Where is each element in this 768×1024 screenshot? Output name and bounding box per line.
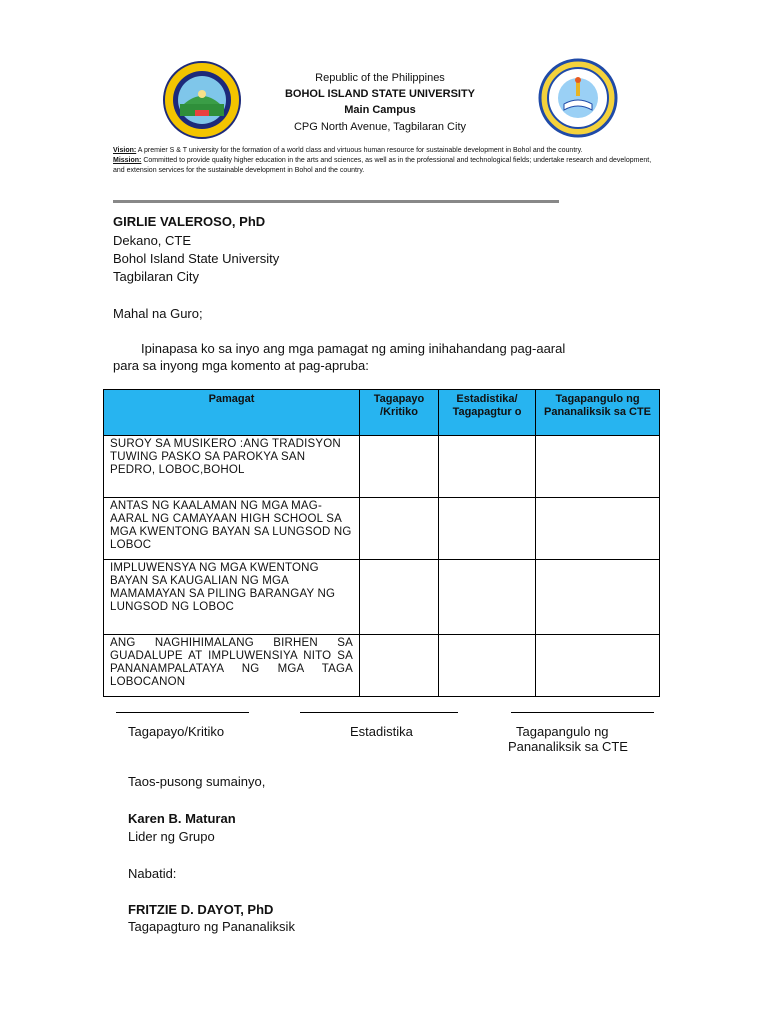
header-campus: Main Campus bbox=[344, 104, 416, 116]
header-divider bbox=[113, 200, 559, 203]
signature-line-adviser bbox=[116, 712, 249, 714]
addressee-name: GIRLIE VALEROSO, PhD bbox=[113, 214, 266, 229]
sender-name: Karen B. Maturan bbox=[128, 811, 236, 826]
addressee-city: Tagbilaran City bbox=[113, 269, 199, 284]
signature-label-adviser: Tagapayo/Kritiko bbox=[128, 724, 225, 739]
header-estadistika: Estadistika/ Tagapagtur o bbox=[439, 390, 536, 436]
titles-table bbox=[103, 389, 660, 697]
signature-line-chair bbox=[511, 712, 654, 714]
vision-label: Vision: bbox=[113, 147, 137, 154]
signature-line-statistician bbox=[300, 712, 458, 714]
body-line-1: Ipinapasa ko sa inyo ang mga pamagat ng aming inihahandang pag-aaral bbox=[141, 341, 566, 356]
header-address: CPG North Avenue, Tagbilaran City bbox=[293, 121, 467, 133]
empty-cell bbox=[536, 635, 660, 697]
empty-cell bbox=[360, 635, 439, 697]
empty-cell bbox=[439, 635, 536, 697]
adviser-role: Tagapagturo ng Pananaliksik bbox=[128, 919, 295, 934]
signature-label-statistician: Estadistika bbox=[350, 724, 413, 739]
empty-cell bbox=[360, 436, 439, 498]
empty-cell bbox=[360, 498, 439, 560]
sender-role: Lider ng Grupo bbox=[128, 829, 215, 844]
empty-cell bbox=[536, 498, 660, 560]
table-row bbox=[104, 436, 660, 498]
noted-label: Nabatid: bbox=[128, 866, 177, 881]
closing: Taos-pusong sumainyo, bbox=[128, 774, 266, 789]
signature-label-chair-1: Tagapangulo ng bbox=[516, 724, 609, 739]
addressee-org: Bohol Island State University bbox=[113, 251, 280, 266]
letterhead bbox=[230, 70, 530, 135]
empty-cell bbox=[360, 560, 439, 635]
title-cell: ANTAS NG KAALAMAN NG MGA MAG-AARAL NG CAMAYAAN HIGH SCHOOL SA MGA KWENTONG BAYAN SA LUNGSOD NG LOBOC bbox=[104, 498, 360, 560]
signature-label-chair-2: Pananaliksik sa CTE bbox=[508, 739, 628, 754]
title-cell: ANG NAGHIHIMALANG BIRHEN SA GUADALUPE AT IMPLUWENSIYA NITO SA PANANAMPALATAYA NG MGA TAGA LOBOCANON bbox=[104, 635, 360, 697]
table-row bbox=[104, 635, 660, 697]
empty-cell bbox=[439, 498, 536, 560]
mission-statement bbox=[113, 156, 658, 176]
vision-text: A premier S & T university for the formation of a world class and virtuous human resource for sustainable development in Bohol and the country. bbox=[137, 147, 583, 154]
vision-mission-block bbox=[113, 146, 658, 176]
header-tagapayo: Tagapayo /Kritiko bbox=[360, 390, 439, 436]
table-row bbox=[104, 560, 660, 635]
empty-cell bbox=[536, 560, 660, 635]
empty-cell bbox=[439, 436, 536, 498]
salutation: Mahal na Guro; bbox=[113, 306, 203, 321]
empty-cell bbox=[439, 560, 536, 635]
header-republic: Republic of the Philippines bbox=[315, 72, 445, 84]
vision-statement bbox=[113, 146, 658, 156]
title-cell: SUROY SA MUSIKERO :ANG TRADISYON TUWING PASKO SA PAROKYA SAN PEDRO, LOBOC,BOHOL bbox=[104, 436, 360, 498]
mission-text: Committed to provide quality higher education in the arts and sciences, as well as in the professional and technological fields; undertake research and development, and extension services for the sustainable development in Bohol and the country. bbox=[113, 157, 652, 174]
table-row bbox=[104, 498, 660, 560]
table-header-row bbox=[104, 390, 660, 436]
adviser-name: FRITZIE D. DAYOT, PhD bbox=[128, 902, 274, 917]
addressee-title: Dekano, CTE bbox=[113, 233, 192, 248]
header-tagapangulo: Tagapangulo ng Pananaliksik sa CTE bbox=[536, 390, 660, 436]
empty-cell bbox=[536, 436, 660, 498]
mission-label: Mission: bbox=[113, 157, 142, 164]
header-university: BOHOL ISLAND STATE UNIVERSITY bbox=[284, 88, 476, 100]
body-line-2: para sa inyong mga komento at pag-apruba: bbox=[113, 358, 369, 373]
title-cell: IMPLUWENSYA NG MGA KWENTONG BAYAN SA KAUGALIAN NG MGA MAMAMAYAN SA PILING BARANGAY NG LUNGSOD NG LOBOC bbox=[104, 560, 360, 635]
header-pamagat: Pamagat bbox=[104, 390, 360, 436]
